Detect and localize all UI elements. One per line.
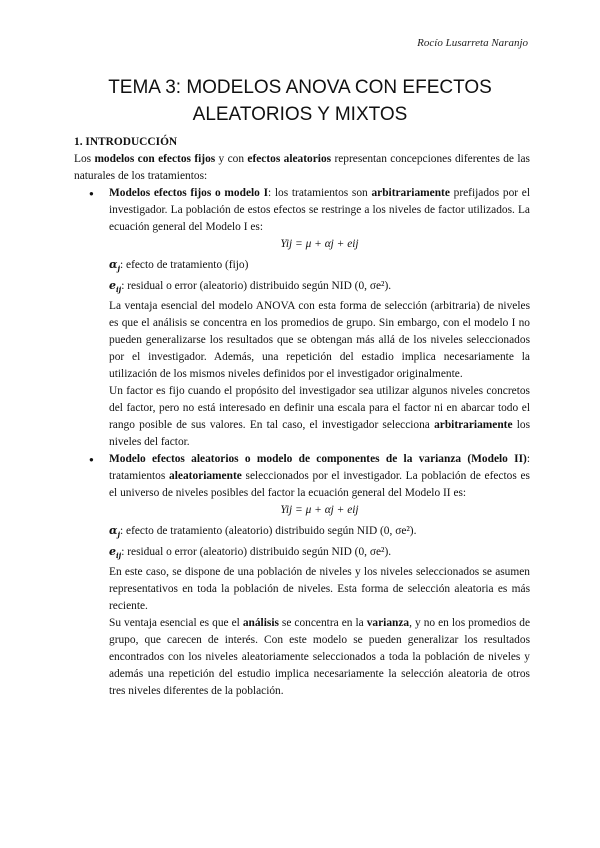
document-body [74, 134, 530, 700]
section-heading: 1. INTRODUCCIÓN [74, 136, 178, 148]
author-name: Rocío Lusarreta Naranjo [417, 37, 528, 49]
random-p2-text-3: , y no en los promedios de grupo, que carecen de interés. Con este modelo se pueden generalizar los resultados encontrados con los niveles aleatoriamente seleccionados a toda la población de niveles y además una repetición del estudio implica necesariamente la selección aleatoria de otros tres niveles diferentes de la población. [109, 617, 531, 697]
list-item-fixed-model [74, 185, 530, 451]
models-list [74, 185, 530, 700]
alpha-symbol: $\alpha_j$ [109, 258, 121, 274]
fixed-bold-1: arbitrariamente [371, 187, 450, 199]
random-model-intro [109, 451, 530, 502]
random-bold-1: aleatoriamente [169, 470, 242, 482]
fixed-p2-text-1: Un factor es fijo cuando el propósito del investigador sea utilizar algunos niveles concretos del factor, pero no está interesado en definir una escala para el factor ni en abarcar todo el rango posible de sus valores. En tal caso, el investigador selecciona [109, 385, 530, 431]
random-model-equation: Yij = μ + αj + eij [280, 504, 359, 516]
title-line-1: TEMA 3: MODELOS ANOVA CON EFECTOS [108, 77, 492, 98]
fixed-text-1: : los tratamientos son [268, 187, 372, 199]
intro-paragraph [74, 151, 530, 185]
fixed-def-alpha [109, 256, 530, 274]
fixed-model-intro [109, 185, 530, 236]
fixed-model-equation: Yij = μ + αj + eij [280, 238, 359, 250]
intro-bold-2: efectos aleatorios [247, 153, 332, 165]
intro-text-2: y con [215, 153, 248, 165]
intro-bold-1: modelos con efectos fijos [94, 153, 216, 165]
random-p2-text-1: Su ventaja esencial es que el [109, 617, 243, 629]
alpha-symbol: $\alpha_j$ [109, 524, 121, 540]
list-item-random-model [74, 451, 530, 700]
fixed-p2-text-2: los niveles del factor. [109, 419, 530, 448]
random-def-alpha [109, 522, 530, 540]
error-symbol: $e_{ij}$ [109, 545, 122, 561]
fixed-def-error-text: : residual o error (aleatorio) distribuido según NID (0, σe²). [121, 280, 392, 292]
random-p2-text-2: se concentra en la [278, 617, 367, 629]
random-paragraph-2 [109, 615, 530, 700]
random-def-error-text: : residual o error (aleatorio) distribuido según NID (0, σe²). [121, 546, 392, 558]
fixed-paragraph-1: La ventaja esencial del modelo ANOVA con esta forma de selección (arbitraria) de niveles es que el análisis se concentra en los promedios de grupo. Sin embargo, con el modelo I no pueden generalizarse los resultados que se obtengan más allá de los niveles seleccionados por el investigador. Además, una repetición del estadio implica necesariamente la utilización de los mismos niveles definidos por el investigador originalmente. [109, 300, 530, 380]
random-paragraph-1: En este caso, se dispone de una población de niveles y los niveles seleccionados se asumen representativos en toda la población de niveles. Esta forma de selección aleatoria es más reciente. [109, 566, 530, 612]
page-title [0, 74, 600, 128]
fixed-def-alpha-text: : efecto de tratamiento (fijo) [120, 259, 249, 271]
intro-text-1: Los [74, 153, 95, 165]
random-def-error [109, 543, 530, 561]
random-p2-bold-1: análisis [242, 617, 279, 629]
random-text-0: : tratamientos [109, 453, 530, 482]
fixed-paragraph-2 [109, 383, 530, 451]
fixed-p2-bold: arbitrariamente [434, 419, 513, 431]
random-p2-bold-2: varianza [366, 617, 410, 629]
random-def-alpha-text: : efecto de tratamiento (aleatorio) distribuido según NID (0, σe²). [120, 525, 417, 537]
title-line-2: ALEATORIOS Y MIXTOS [192, 104, 408, 125]
fixed-model-title: Modelos efectos fijos o modelo I [109, 187, 269, 199]
random-model-title: Modelo efectos aleatorios o modelo de componentes de la varianza (Modelo II) [109, 453, 527, 465]
fixed-def-error [109, 277, 530, 295]
error-symbol: $e_{ij}$ [109, 279, 122, 295]
fixed-text-2: prefijados por el investigador. La población de estos efectos se restringe a los niveles de factor utilizados. La ecuación general del Modelo I es: [109, 187, 530, 233]
random-text-1: seleccionados por el investigador. La población de efectos es el universo de niveles posibles del factor la ecuación general del Modelo II es: [109, 470, 530, 499]
intro-text-3: representan concepciones diferentes de las naturales de los tratamientos: [74, 153, 530, 182]
